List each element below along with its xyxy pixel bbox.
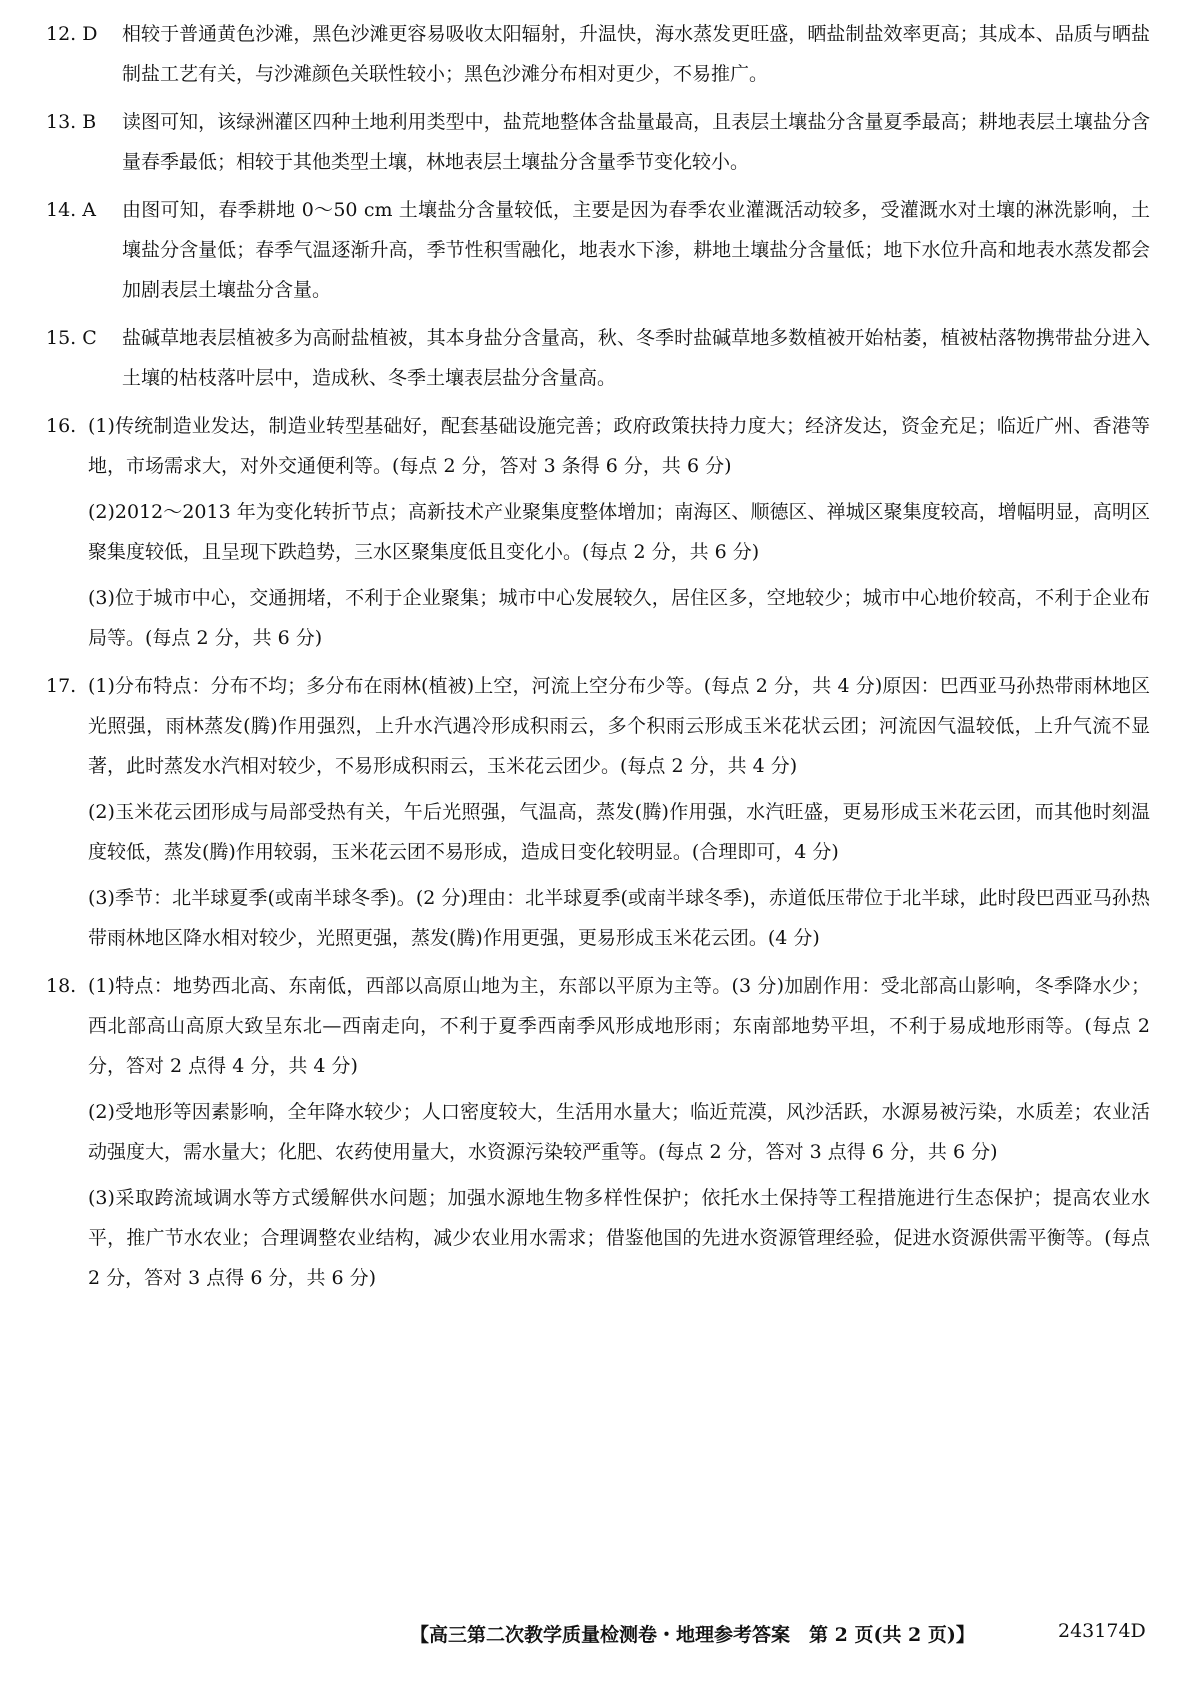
answer-item-14 [46, 190, 1150, 310]
item-explanation: 相较于普通黄色沙滩，黑色沙滩更容易吸收太阳辐射，升温快，海水蒸发更旺盛，晒盐制盐效率更高；其成本、品质与晒盐制盐工艺有关，与沙滩颜色关联性较小；黑色沙滩分布相对更少，不易推广。 [122, 23, 1150, 85]
item-number: 16. [46, 415, 77, 437]
footer-title: 【高三第二次教学质量检测卷・地理参考答案 第 2 页(共 2 页)】 [410, 1624, 975, 1646]
answer-item-15 [46, 318, 1150, 398]
answer-key-page [46, 14, 1150, 1306]
item-number: 15. C [46, 327, 97, 349]
document-code: 243174D [1058, 1620, 1146, 1642]
sub-answer-2: (2)2012～2013 年为变化转折节点；高新技术产业聚集度整体增加；南海区、顺德区、禅城区聚集度较高，增幅明显，高明区聚集度较低，且呈现下跌趋势，三水区聚集度低且变化小。(每点 2 分，共 6 分) [88, 501, 1150, 563]
item-number: 17. [46, 675, 77, 697]
item-number: 14. A [46, 199, 96, 221]
item-number: 12. D [46, 23, 98, 45]
answer-item-16 [46, 406, 1150, 658]
answer-item-12 [46, 14, 1150, 94]
answer-item-13 [46, 102, 1150, 182]
answer-item-17 [46, 666, 1150, 958]
sub-answer-3: (3)采取跨流域调水等方式缓解供水问题；加强水源地生物多样性保护；依托水土保持等工程措施进行生态保护；提高农业水平，推广节水农业；合理调整农业结构，减少农业用水需求；借鉴他国的先进水资源管理经验，促进水资源供需平衡等。(每点 2 分，答对 3 点得 6 分，共 6 分) [88, 1187, 1150, 1289]
sub-answer-3: (3)季节：北半球夏季(或南半球冬季)。(2 分)理由：北半球夏季(或南半球冬季)，赤道低压带位于北半球，此时段巴西亚马孙热带雨林地区降水相对较少，光照更强，蒸发(腾)作用更强，更易形成玉米花云团。(4 分) [88, 887, 1150, 949]
answer-item-18 [46, 966, 1150, 1298]
item-number: 13. B [46, 111, 97, 133]
sub-answer-1: (1)分布特点：分布不均；多分布在雨林(植被)上空，河流上空分布少等。(每点 2 分，共 4 分)原因：巴西亚马孙热带雨林地区光照强，雨林蒸发(腾)作用强烈，上升水汽遇冷形成积雨云，多个积雨云形成玉米花状云团；河流因气温较低，上升气流不显著，此时蒸发水汽相对较少，不易形成积雨云，玉米花云团少。(每点 2 分，共 4 分) [88, 675, 1150, 777]
item-number: 18. [46, 975, 77, 997]
page-footer [0, 1620, 1200, 1660]
sub-answer-2: (2)受地形等因素影响，全年降水较少；人口密度较大，生活用水量大；临近荒漠，风沙活跃，水源易被污染，水质差；农业活动强度大，需水量大；化肥、农药使用量大，水资源污染较严重等。(每点 2 分，答对 3 点得 6 分，共 6 分) [88, 1101, 1150, 1163]
item-explanation: 由图可知，春季耕地 0～50 cm 土壤盐分含量较低，主要是因为春季农业灌溉活动较多，受灌溉水对土壤的淋洗影响，土壤盐分含量低；春季气温逐渐升高，季节性积雪融化，地表水下渗，耕地土壤盐分含量低；地下水位升高和地表水蒸发都会加剧表层土壤盐分含量。 [122, 199, 1150, 301]
sub-answer-1: (1)特点：地势西北高、东南低，西部以高原山地为主，东部以平原为主等。(3 分)加剧作用：受北部高山影响，冬季降水少；西北部高山高原大致呈东北—西南走向，不利于夏季西南季风形成地形雨；东南部地势平坦，不利于易成地形雨等。(每点 2 分，答对 2 点得 4 分，共 4 分) [88, 975, 1150, 1077]
item-explanation: 盐碱草地表层植被多为高耐盐植被，其本身盐分含量高，秋、冬季时盐碱草地多数植被开始枯萎，植被枯落物携带盐分进入土壤的枯枝落叶层中，造成秋、冬季土壤表层盐分含量高。 [122, 327, 1150, 389]
sub-answer-2: (2)玉米花云团形成与局部受热有关，午后光照强，气温高，蒸发(腾)作用强，水汽旺盛，更易形成玉米花云团，而其他时刻温度较低，蒸发(腾)作用较弱，玉米花云团不易形成，造成日变化较明显。(合理即可，4 分) [88, 801, 1150, 863]
sub-answer-1: (1)传统制造业发达，制造业转型基础好，配套基础设施完善；政府政策扶持力度大；经济发达，资金充足；临近广州、香港等地，市场需求大，对外交通便利等。(每点 2 分，答对 3 条得 6 分，共 6 分) [88, 415, 1150, 477]
item-explanation: 读图可知，该绿洲灌区四种土地利用类型中，盐荒地整体含盐量最高，且表层土壤盐分含量夏季最高；耕地表层土壤盐分含量春季最低；相较于其他类型土壤，林地表层土壤盐分含量季节变化较小。 [122, 111, 1150, 173]
sub-answer-3: (3)位于城市中心，交通拥堵，不利于企业聚集；城市中心发展较久，居住区多，空地较少；城市中心地价较高，不利于企业布局等。(每点 2 分，共 6 分) [88, 587, 1150, 649]
